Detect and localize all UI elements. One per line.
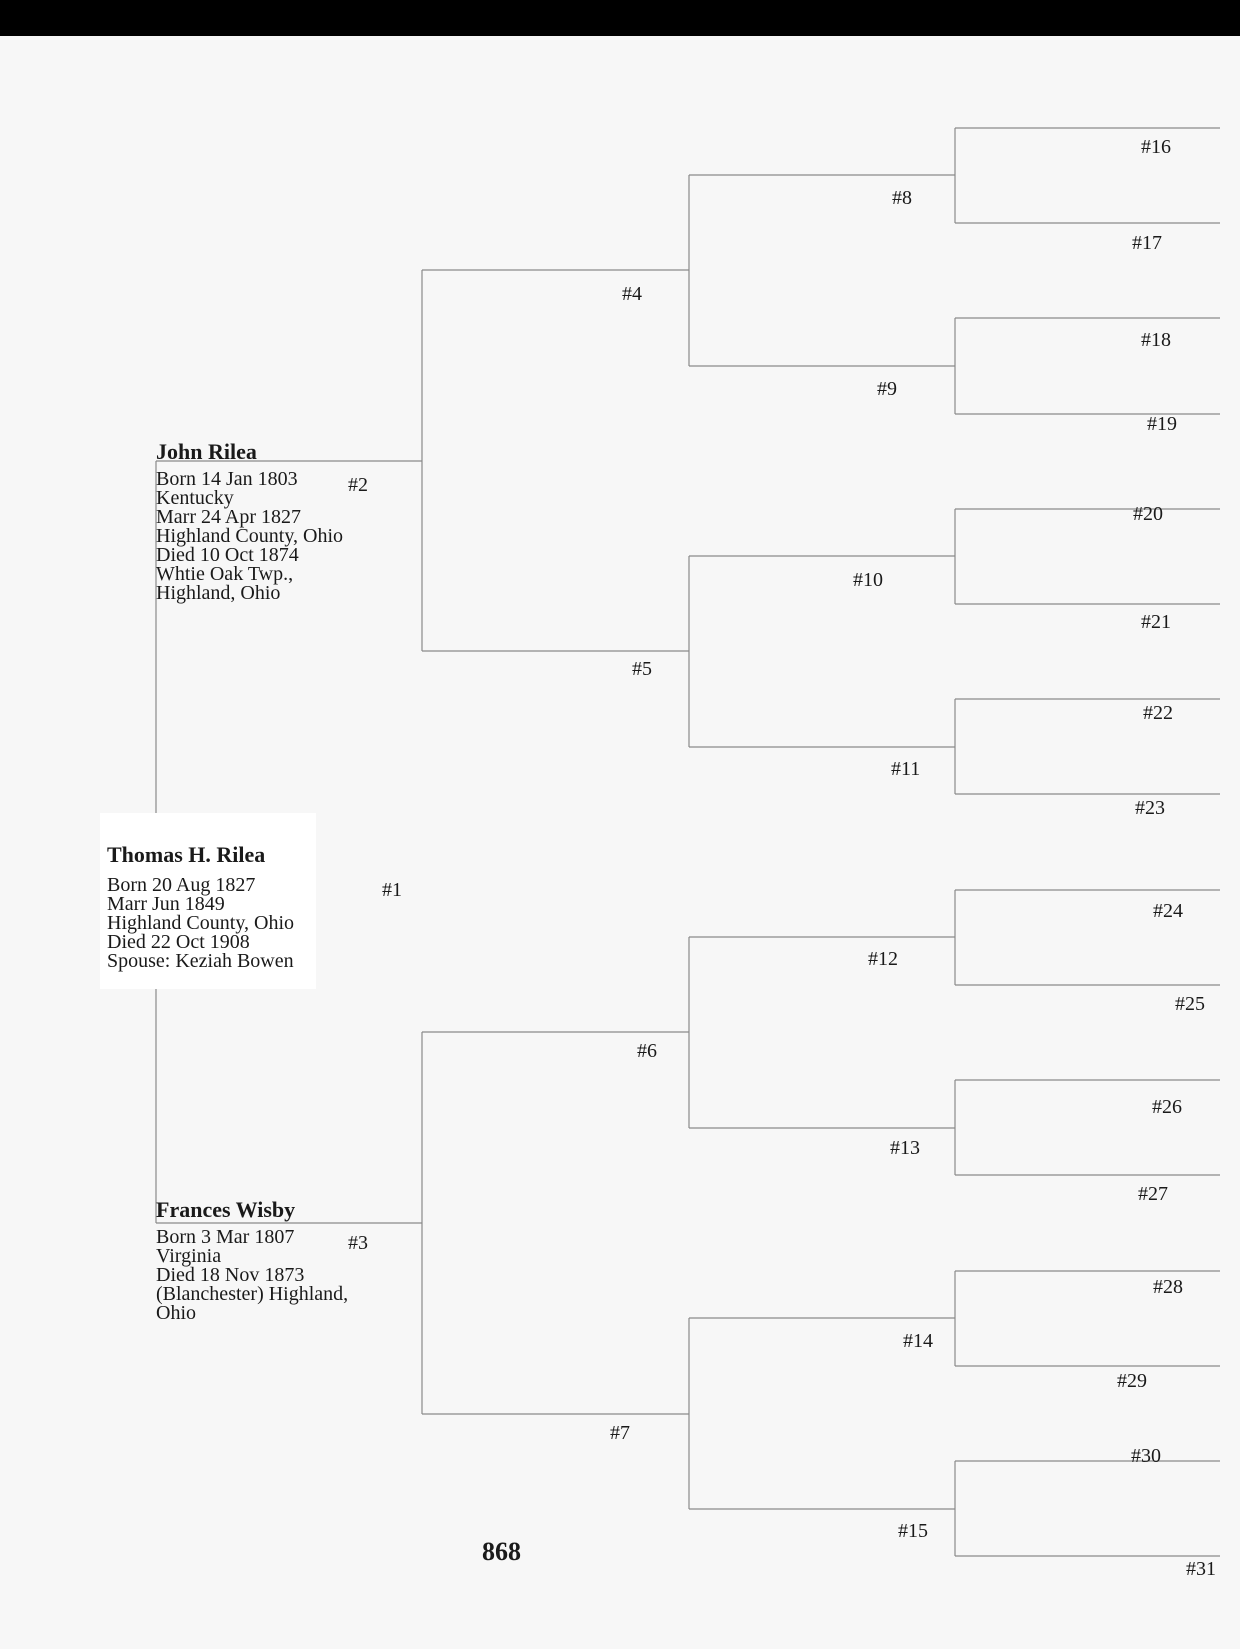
slot-number-5: #5 bbox=[632, 658, 652, 680]
slot-number-13: #13 bbox=[890, 1137, 920, 1159]
person-detail: Highland County, Ohio bbox=[107, 912, 295, 934]
person-detail: Highland, Ohio bbox=[156, 582, 281, 604]
person-number: #3 bbox=[348, 1232, 368, 1254]
slot-number-23: #23 bbox=[1135, 797, 1165, 819]
person-detail: Ohio bbox=[156, 1302, 196, 1324]
person-detail: Died 18 Nov 1873 bbox=[156, 1264, 305, 1286]
slot-number-16: #16 bbox=[1141, 136, 1171, 158]
slot-number-6: #6 bbox=[637, 1040, 657, 1062]
slot-number-4: #4 bbox=[622, 283, 642, 305]
person-detail: Marr Jun 1849 bbox=[107, 893, 225, 915]
slot-number-29: #29 bbox=[1117, 1370, 1147, 1392]
slot-number-21: #21 bbox=[1141, 611, 1171, 633]
person-detail: Virginia bbox=[156, 1245, 222, 1267]
person-detail: Born 14 Jan 1803 bbox=[156, 468, 298, 490]
person-detail: Born 3 Mar 1807 bbox=[156, 1226, 295, 1248]
slot-number-7: #7 bbox=[610, 1422, 630, 1444]
person-detail: Whtie Oak Twp., bbox=[156, 563, 294, 585]
page-number: 868 bbox=[482, 1537, 521, 1566]
slot-number-30: #30 bbox=[1131, 1445, 1161, 1467]
person-detail: Kentucky bbox=[156, 487, 234, 509]
person-name: John Rilea bbox=[156, 439, 257, 464]
slot-number-9: #9 bbox=[877, 378, 897, 400]
person-number: #2 bbox=[348, 474, 368, 496]
person-detail: Spouse: Keziah Bowen bbox=[107, 950, 294, 972]
person-card-2 bbox=[156, 440, 343, 603]
slot-number-25: #25 bbox=[1175, 993, 1205, 1015]
person-name: Frances Wisby bbox=[156, 1197, 296, 1222]
person-detail: Highland County, Ohio bbox=[156, 525, 344, 547]
slot-number-18: #18 bbox=[1141, 329, 1171, 351]
slot-number-27: #27 bbox=[1138, 1183, 1168, 1205]
person-card-1 bbox=[100, 813, 316, 989]
slot-number-17: #17 bbox=[1132, 232, 1162, 254]
slot-number-12: #12 bbox=[868, 948, 898, 970]
person-detail: (Blanchester) Highland, bbox=[156, 1283, 349, 1305]
person-detail: Born 20 Aug 1827 bbox=[107, 874, 256, 896]
slot-number-26: #26 bbox=[1152, 1096, 1182, 1118]
slot-number-31: #31 bbox=[1186, 1558, 1216, 1580]
person-number: #1 bbox=[382, 879, 402, 901]
slot-number-10: #10 bbox=[853, 569, 883, 591]
person-name: Thomas H. Rilea bbox=[107, 842, 266, 867]
person-detail: Marr 24 Apr 1827 bbox=[156, 506, 301, 528]
slot-number-28: #28 bbox=[1153, 1276, 1183, 1298]
person-card-3 bbox=[156, 1198, 348, 1323]
slot-number-22: #22 bbox=[1143, 702, 1173, 724]
slot-number-19: #19 bbox=[1147, 413, 1177, 435]
person-detail: Died 10 Oct 1874 bbox=[156, 544, 299, 566]
slot-number-20: #20 bbox=[1133, 503, 1163, 525]
slot-number-14: #14 bbox=[903, 1330, 933, 1352]
slot-number-24: #24 bbox=[1153, 900, 1183, 922]
slot-number-8: #8 bbox=[892, 187, 912, 209]
person-detail: Died 22 Oct 1908 bbox=[107, 931, 250, 953]
slot-number-11: #11 bbox=[891, 758, 921, 780]
slot-number-15: #15 bbox=[898, 1520, 928, 1542]
